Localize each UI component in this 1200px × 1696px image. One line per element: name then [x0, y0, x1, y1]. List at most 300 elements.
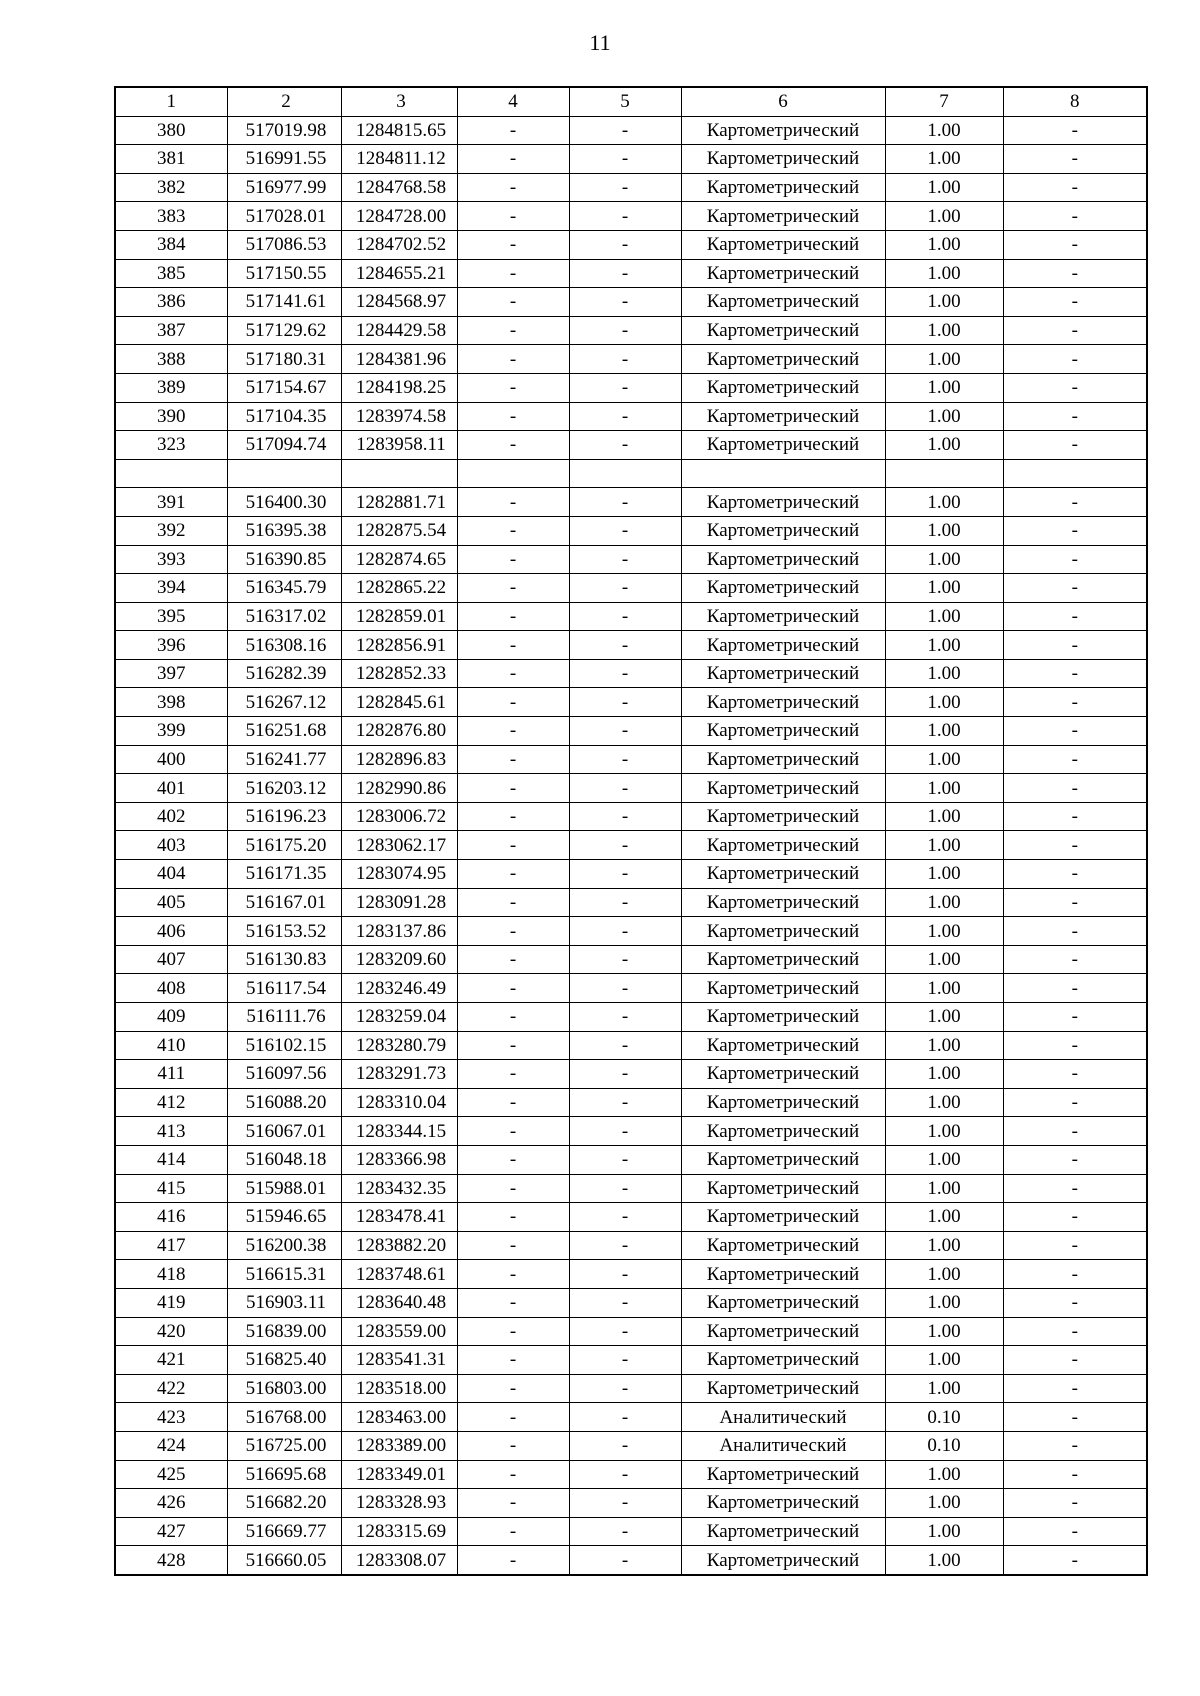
cell-point-number: 424	[115, 1431, 227, 1460]
cell-col-4: -	[457, 688, 569, 717]
cell-method: Картометрический	[681, 974, 885, 1003]
cell-x-coordinate: 516153.52	[227, 917, 341, 946]
cell-y-coordinate: 1283541.31	[341, 1346, 457, 1375]
cell-method	[681, 459, 885, 488]
table-row	[115, 1317, 1147, 1346]
table-row	[115, 1431, 1147, 1460]
cell-col-8: -	[1003, 688, 1147, 717]
cell-x-coordinate: 516317.02	[227, 602, 341, 631]
cell-col-5: -	[569, 1346, 681, 1375]
cell-y-coordinate: 1283062.17	[341, 831, 457, 860]
table-row	[115, 1117, 1147, 1146]
cell-col-5: -	[569, 831, 681, 860]
cell-y-coordinate: 1283246.49	[341, 974, 457, 1003]
cell-y-coordinate: 1282845.61	[341, 688, 457, 717]
cell-col-5: -	[569, 145, 681, 174]
cell-col-5: -	[569, 1231, 681, 1260]
cell-method: Картометрический	[681, 259, 885, 288]
cell-col-8: -	[1003, 1031, 1147, 1060]
cell-col-4: -	[457, 831, 569, 860]
cell-x-coordinate: 516345.79	[227, 574, 341, 603]
cell-accuracy: 1.00	[885, 1317, 1003, 1346]
cell-method: Картометрический	[681, 917, 885, 946]
cell-method: Картометрический	[681, 1145, 885, 1174]
cell-col-8: -	[1003, 1346, 1147, 1375]
cell-accuracy: 1.00	[885, 145, 1003, 174]
cell-col-5: -	[569, 545, 681, 574]
cell-col-8: -	[1003, 974, 1147, 1003]
table-row	[115, 1174, 1147, 1203]
cell-col-5: -	[569, 516, 681, 545]
cell-y-coordinate: 1283280.79	[341, 1031, 457, 1060]
cell-col-5: -	[569, 316, 681, 345]
cell-col-4: -	[457, 631, 569, 660]
cell-point-number: 381	[115, 145, 227, 174]
header-cell-col-5: 5	[569, 87, 681, 116]
cell-col-8: -	[1003, 516, 1147, 545]
cell-col-4: -	[457, 1460, 569, 1489]
cell-accuracy: 1.00	[885, 659, 1003, 688]
table-row	[115, 1203, 1147, 1232]
cell-point-number: 408	[115, 974, 227, 1003]
cell-col-8: -	[1003, 1288, 1147, 1317]
cell-point-number: 383	[115, 202, 227, 231]
cell-accuracy: 1.00	[885, 1117, 1003, 1146]
table-row	[115, 659, 1147, 688]
cell-method: Картометрический	[681, 173, 885, 202]
cell-method: Картометрический	[681, 1374, 885, 1403]
cell-accuracy: 1.00	[885, 1460, 1003, 1489]
cell-x-coordinate: 516117.54	[227, 974, 341, 1003]
cell-method: Картометрический	[681, 574, 885, 603]
cell-x-coordinate: 516308.16	[227, 631, 341, 660]
cell-point-number: 425	[115, 1460, 227, 1489]
table-row	[115, 402, 1147, 431]
cell-col-4: -	[457, 974, 569, 1003]
cell-col-5: -	[569, 1546, 681, 1575]
table-row	[115, 574, 1147, 603]
cell-accuracy: 1.00	[885, 402, 1003, 431]
cell-col-4: -	[457, 116, 569, 145]
cell-col-4: -	[457, 1288, 569, 1317]
cell-col-8: -	[1003, 545, 1147, 574]
cell-col-4: -	[457, 802, 569, 831]
table-row	[115, 488, 1147, 517]
cell-col-5: -	[569, 1489, 681, 1518]
cell-col-4: -	[457, 774, 569, 803]
cell-method: Картометрический	[681, 345, 885, 374]
cell-y-coordinate: 1282875.54	[341, 516, 457, 545]
cell-accuracy: 1.00	[885, 230, 1003, 259]
cell-col-5: -	[569, 1145, 681, 1174]
cell-col-4: -	[457, 402, 569, 431]
cell-accuracy: 1.00	[885, 888, 1003, 917]
cell-col-8: -	[1003, 230, 1147, 259]
cell-col-5: -	[569, 602, 681, 631]
table-row	[115, 230, 1147, 259]
cell-y-coordinate: 1283344.15	[341, 1117, 457, 1146]
cell-accuracy: 1.00	[885, 774, 1003, 803]
cell-point-number: 387	[115, 316, 227, 345]
cell-accuracy: 1.00	[885, 1546, 1003, 1575]
table-row	[115, 1546, 1147, 1575]
cell-method: Картометрический	[681, 230, 885, 259]
cell-y-coordinate: 1284728.00	[341, 202, 457, 231]
cell-point-number	[115, 459, 227, 488]
cell-x-coordinate: 516088.20	[227, 1088, 341, 1117]
table-row	[115, 202, 1147, 231]
cell-accuracy: 1.00	[885, 802, 1003, 831]
cell-method: Картометрический	[681, 288, 885, 317]
cell-point-number: 382	[115, 173, 227, 202]
cell-accuracy: 1.00	[885, 316, 1003, 345]
cell-x-coordinate: 516977.99	[227, 173, 341, 202]
cell-col-5: -	[569, 802, 681, 831]
cell-col-5: -	[569, 688, 681, 717]
cell-method: Картометрический	[681, 1317, 885, 1346]
cell-x-coordinate: 516102.15	[227, 1031, 341, 1060]
cell-col-8: -	[1003, 202, 1147, 231]
cell-col-5: -	[569, 631, 681, 660]
cell-accuracy: 1.00	[885, 1145, 1003, 1174]
cell-accuracy: 1.00	[885, 1203, 1003, 1232]
cell-col-5: -	[569, 431, 681, 460]
cell-x-coordinate: 517141.61	[227, 288, 341, 317]
table-row	[115, 1517, 1147, 1546]
table-row	[115, 917, 1147, 946]
cell-col-8: -	[1003, 259, 1147, 288]
cell-y-coordinate: 1282852.33	[341, 659, 457, 688]
cell-point-number: 388	[115, 345, 227, 374]
cell-y-coordinate: 1283310.04	[341, 1088, 457, 1117]
cell-method: Картометрический	[681, 688, 885, 717]
cell-accuracy: 1.00	[885, 1003, 1003, 1032]
cell-col-4: -	[457, 145, 569, 174]
cell-y-coordinate: 1282990.86	[341, 774, 457, 803]
cell-accuracy: 1.00	[885, 1174, 1003, 1203]
cell-col-5: -	[569, 1203, 681, 1232]
cell-y-coordinate: 1284198.25	[341, 373, 457, 402]
cell-x-coordinate: 517154.67	[227, 373, 341, 402]
cell-col-5: -	[569, 717, 681, 746]
cell-col-5: -	[569, 917, 681, 946]
table-row	[115, 1231, 1147, 1260]
cell-accuracy: 1.00	[885, 1489, 1003, 1518]
cell-col-4: -	[457, 1546, 569, 1575]
cell-y-coordinate: 1283640.48	[341, 1288, 457, 1317]
cell-col-8: -	[1003, 1374, 1147, 1403]
table-row	[115, 860, 1147, 889]
cell-col-5: -	[569, 888, 681, 917]
cell-col-4: -	[457, 1174, 569, 1203]
cell-col-8: -	[1003, 1403, 1147, 1432]
cell-col-4: -	[457, 545, 569, 574]
cell-point-number: 400	[115, 745, 227, 774]
table-row	[115, 1260, 1147, 1289]
table-row	[115, 259, 1147, 288]
cell-x-coordinate: 516660.05	[227, 1546, 341, 1575]
table-row	[115, 631, 1147, 660]
cell-col-4: -	[457, 173, 569, 202]
cell-x-coordinate: 516097.56	[227, 1060, 341, 1089]
cell-y-coordinate: 1284702.52	[341, 230, 457, 259]
cell-accuracy: 1.00	[885, 1031, 1003, 1060]
table-row	[115, 774, 1147, 803]
header-cell-y-coordinate: 3	[341, 87, 457, 116]
cell-x-coordinate: 516130.83	[227, 945, 341, 974]
cell-point-number: 423	[115, 1403, 227, 1432]
table-row	[115, 688, 1147, 717]
cell-col-8: -	[1003, 574, 1147, 603]
cell-point-number: 420	[115, 1317, 227, 1346]
cell-accuracy: 0.10	[885, 1431, 1003, 1460]
cell-col-4: -	[457, 1260, 569, 1289]
cell-col-8	[1003, 459, 1147, 488]
table-row	[115, 173, 1147, 202]
cell-y-coordinate: 1284381.96	[341, 345, 457, 374]
table-row	[115, 745, 1147, 774]
cell-y-coordinate	[341, 459, 457, 488]
table-row	[115, 1403, 1147, 1432]
cell-col-5: -	[569, 745, 681, 774]
cell-accuracy: 1.00	[885, 945, 1003, 974]
cell-col-4: -	[457, 1317, 569, 1346]
cell-method: Картометрический	[681, 888, 885, 917]
cell-col-5: -	[569, 259, 681, 288]
table-row	[115, 316, 1147, 345]
table-row	[115, 431, 1147, 460]
cell-y-coordinate: 1283315.69	[341, 1517, 457, 1546]
table-row	[115, 288, 1147, 317]
cell-point-number: 407	[115, 945, 227, 974]
header-cell-method: 6	[681, 87, 885, 116]
table-row	[115, 116, 1147, 145]
cell-col-4: -	[457, 202, 569, 231]
cell-col-8: -	[1003, 860, 1147, 889]
cell-col-5: -	[569, 1088, 681, 1117]
cell-x-coordinate: 516167.01	[227, 888, 341, 917]
cell-method: Картометрический	[681, 1174, 885, 1203]
table-row	[115, 1374, 1147, 1403]
cell-x-coordinate: 516395.38	[227, 516, 341, 545]
cell-col-5: -	[569, 288, 681, 317]
cell-col-8: -	[1003, 1117, 1147, 1146]
cell-x-coordinate: 516067.01	[227, 1117, 341, 1146]
cell-col-4: -	[457, 1203, 569, 1232]
cell-col-4: -	[457, 1031, 569, 1060]
table-row	[115, 545, 1147, 574]
cell-col-5: -	[569, 659, 681, 688]
cell-col-5: -	[569, 945, 681, 974]
cell-col-5: -	[569, 1431, 681, 1460]
cell-accuracy: 0.10	[885, 1403, 1003, 1432]
cell-col-5: -	[569, 1031, 681, 1060]
header-cell-x-coordinate: 2	[227, 87, 341, 116]
cell-col-5: -	[569, 1374, 681, 1403]
cell-x-coordinate: 517104.35	[227, 402, 341, 431]
cell-method: Картометрический	[681, 1003, 885, 1032]
cell-point-number: 384	[115, 230, 227, 259]
cell-accuracy: 1.00	[885, 831, 1003, 860]
cell-col-8: -	[1003, 602, 1147, 631]
cell-point-number: 411	[115, 1060, 227, 1089]
cell-col-8: -	[1003, 945, 1147, 974]
cell-accuracy: 1.00	[885, 717, 1003, 746]
cell-accuracy: 1.00	[885, 288, 1003, 317]
cell-x-coordinate: 516251.68	[227, 717, 341, 746]
table-row	[115, 831, 1147, 860]
cell-col-4: -	[457, 488, 569, 517]
cell-y-coordinate: 1283091.28	[341, 888, 457, 917]
cell-point-number: 390	[115, 402, 227, 431]
cell-method: Картометрический	[681, 1489, 885, 1518]
cell-method: Картометрический	[681, 316, 885, 345]
cell-method: Картометрический	[681, 116, 885, 145]
cell-col-5: -	[569, 1517, 681, 1546]
cell-col-5: -	[569, 1460, 681, 1489]
cell-x-coordinate: 516171.35	[227, 860, 341, 889]
cell-col-5: -	[569, 173, 681, 202]
cell-x-coordinate: 516267.12	[227, 688, 341, 717]
cell-method: Картометрический	[681, 1060, 885, 1089]
cell-x-coordinate: 516111.76	[227, 1003, 341, 1032]
cell-col-4: -	[457, 1431, 569, 1460]
cell-col-8: -	[1003, 1517, 1147, 1546]
cell-col-8: -	[1003, 402, 1147, 431]
cell-point-number: 394	[115, 574, 227, 603]
table-row	[115, 888, 1147, 917]
cell-x-coordinate: 516768.00	[227, 1403, 341, 1432]
cell-col-4: -	[457, 516, 569, 545]
table-row	[115, 1003, 1147, 1032]
header-cell-col-8: 8	[1003, 87, 1147, 116]
cell-col-5: -	[569, 488, 681, 517]
cell-y-coordinate: 1283518.00	[341, 1374, 457, 1403]
cell-x-coordinate: 516725.00	[227, 1431, 341, 1460]
cell-method: Картометрический	[681, 745, 885, 774]
table-row	[115, 373, 1147, 402]
cell-method: Картометрический	[681, 602, 885, 631]
cell-method: Картометрический	[681, 431, 885, 460]
cell-point-number: 398	[115, 688, 227, 717]
cell-col-8: -	[1003, 1088, 1147, 1117]
cell-col-8: -	[1003, 1317, 1147, 1346]
cell-x-coordinate: 516203.12	[227, 774, 341, 803]
cell-y-coordinate: 1283958.11	[341, 431, 457, 460]
cell-accuracy: 1.00	[885, 1517, 1003, 1546]
cell-accuracy: 1.00	[885, 860, 1003, 889]
cell-x-coordinate: 516200.38	[227, 1231, 341, 1260]
cell-accuracy: 1.00	[885, 1374, 1003, 1403]
table-row	[115, 974, 1147, 1003]
cell-col-4: -	[457, 1403, 569, 1432]
cell-col-4: -	[457, 373, 569, 402]
cell-col-5: -	[569, 1174, 681, 1203]
header-cell-accuracy: 7	[885, 87, 1003, 116]
cell-x-coordinate: 516669.77	[227, 1517, 341, 1546]
table-row	[115, 1346, 1147, 1375]
cell-col-8: -	[1003, 1431, 1147, 1460]
cell-method: Картометрический	[681, 1117, 885, 1146]
table-header-row	[115, 87, 1147, 116]
cell-col-5: -	[569, 402, 681, 431]
cell-col-5	[569, 459, 681, 488]
cell-point-number: 380	[115, 116, 227, 145]
cell-x-coordinate: 516991.55	[227, 145, 341, 174]
cell-col-8: -	[1003, 1489, 1147, 1518]
cell-col-5: -	[569, 1260, 681, 1289]
cell-point-number: 399	[115, 717, 227, 746]
cell-point-number: 386	[115, 288, 227, 317]
cell-col-4: -	[457, 431, 569, 460]
cell-accuracy: 1.00	[885, 431, 1003, 460]
cell-method: Картометрический	[681, 631, 885, 660]
cell-method: Картометрический	[681, 802, 885, 831]
table-row	[115, 945, 1147, 974]
cell-col-5: -	[569, 1403, 681, 1432]
cell-point-number: 413	[115, 1117, 227, 1146]
cell-accuracy: 1.00	[885, 602, 1003, 631]
cell-accuracy: 1.00	[885, 516, 1003, 545]
cell-col-4	[457, 459, 569, 488]
cell-col-4: -	[457, 717, 569, 746]
cell-x-coordinate: 516903.11	[227, 1288, 341, 1317]
page-number: 11	[589, 30, 611, 55]
cell-y-coordinate: 1283349.01	[341, 1460, 457, 1489]
cell-method: Картометрический	[681, 202, 885, 231]
cell-col-4: -	[457, 745, 569, 774]
cell-x-coordinate	[227, 459, 341, 488]
cell-col-8: -	[1003, 1203, 1147, 1232]
cell-col-8: -	[1003, 431, 1147, 460]
cell-col-5: -	[569, 230, 681, 259]
cell-accuracy: 1.00	[885, 345, 1003, 374]
cell-point-number: 403	[115, 831, 227, 860]
cell-col-8: -	[1003, 1003, 1147, 1032]
cell-x-coordinate: 516615.31	[227, 1260, 341, 1289]
table-row	[115, 1060, 1147, 1089]
cell-col-4: -	[457, 1060, 569, 1089]
cell-col-4: -	[457, 288, 569, 317]
cell-method: Картометрический	[681, 373, 885, 402]
cell-x-coordinate: 516241.77	[227, 745, 341, 774]
cell-x-coordinate: 516390.85	[227, 545, 341, 574]
cell-accuracy: 1.00	[885, 1260, 1003, 1289]
cell-method: Картометрический	[681, 1517, 885, 1546]
header-cell-point-number: 1	[115, 87, 227, 116]
table-row	[115, 1031, 1147, 1060]
cell-col-4: -	[457, 1517, 569, 1546]
cell-y-coordinate: 1282859.01	[341, 602, 457, 631]
cell-method: Картометрический	[681, 1346, 885, 1375]
table-row	[115, 516, 1147, 545]
cell-y-coordinate: 1282874.65	[341, 545, 457, 574]
cell-x-coordinate: 515988.01	[227, 1174, 341, 1203]
cell-method: Картометрический	[681, 545, 885, 574]
cell-point-number: 414	[115, 1145, 227, 1174]
cell-y-coordinate: 1284568.97	[341, 288, 457, 317]
cell-y-coordinate: 1284655.21	[341, 259, 457, 288]
table-row	[115, 345, 1147, 374]
cell-point-number: 404	[115, 860, 227, 889]
cell-y-coordinate: 1283259.04	[341, 1003, 457, 1032]
cell-col-8: -	[1003, 917, 1147, 946]
cell-accuracy: 1.00	[885, 631, 1003, 660]
cell-point-number: 405	[115, 888, 227, 917]
cell-method: Аналитический	[681, 1403, 885, 1432]
cell-col-8: -	[1003, 1260, 1147, 1289]
cell-point-number: 417	[115, 1231, 227, 1260]
